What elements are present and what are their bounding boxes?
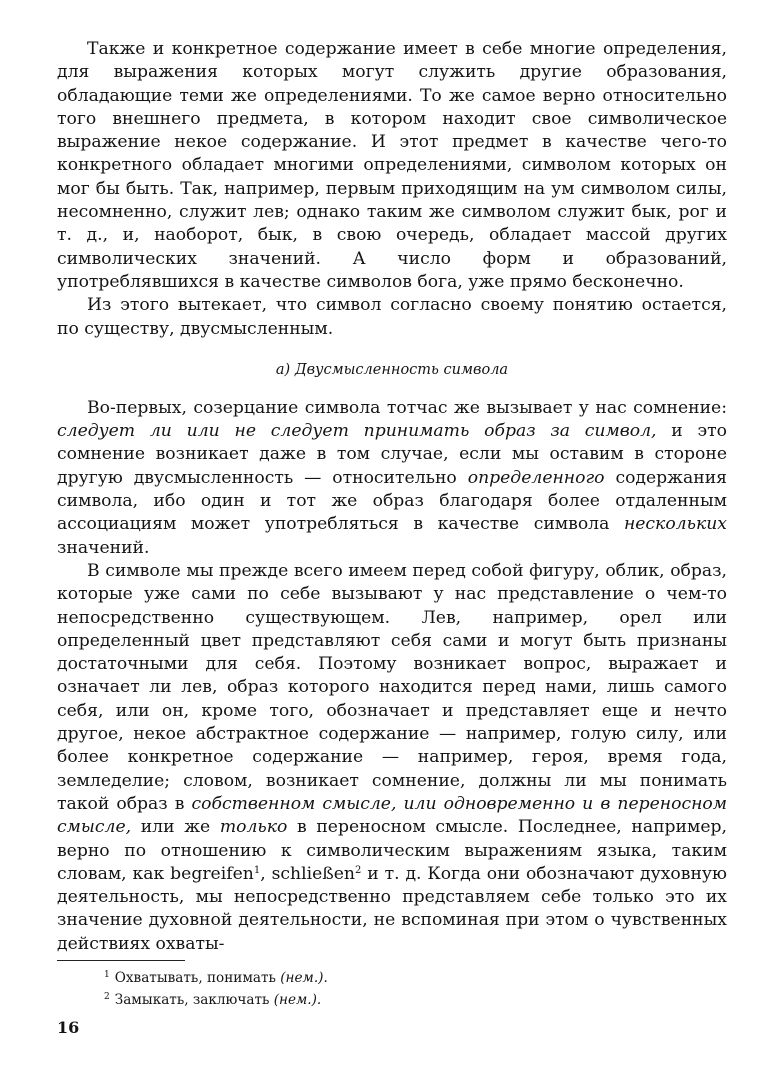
paragraph: Также и конкретное содержание имеет в себе многие определения, для выражения которых могут служить другие образования, обладающие теми же определениями. То же самое верно относительно того внешнего предмета, в котором находит свое символическое выражение некое содержание. И этот предмет в качестве чего-то конкретного обладает многими определениями, символом которых он мог бы быть. Так, например, первым приходящим на ум символом силы, несомненно, служит лев; однако таким же символом служит бык, рог и т. д., и, наоборот, бык, в свою очередь, обладает массой других символических значений. А число форм и образований, употреблявшихся в качестве символов бога, уже прямо бесконечно. bbox=[57, 39, 727, 292]
page-body bbox=[57, 38, 727, 956]
footnote-number: 2 bbox=[104, 992, 110, 1002]
text-run: и т. д. Когда они обозначают духовную деятельность, мы непосредственно представляем себе только это их значение духовной деятельности, не вспоминая при этом о чувственных действиях охваты- bbox=[57, 863, 727, 954]
footnote-ref[interactable]: 1 bbox=[253, 864, 261, 876]
footnote-ref[interactable]: 2 bbox=[354, 864, 362, 876]
text-run: , schließen bbox=[260, 863, 355, 884]
page-number: 16 bbox=[57, 1018, 80, 1037]
section-heading: а) Двусмысленность символа bbox=[275, 361, 509, 378]
footnote-text: Замыкать, заключать bbox=[114, 992, 274, 1008]
emphasis: собственном смысле, или одновременно и в переносном смысле, bbox=[57, 793, 728, 838]
emphasis: нескольких bbox=[623, 514, 727, 535]
footnote bbox=[104, 988, 704, 1010]
text-run: значений. bbox=[57, 537, 150, 558]
text-run: содержания символа, ибо один и тот же образ благодаря более отдаленным ассоциациям может употребляться в качестве символа bbox=[57, 467, 727, 535]
footnotes bbox=[104, 966, 704, 1010]
footnote bbox=[104, 966, 704, 988]
footnote-number: 1 bbox=[104, 970, 110, 980]
text-run: и это сомнение возникает даже в том случае, если мы оставим в стороне другую двусмысленность — относительно bbox=[57, 421, 727, 488]
emphasis: следует ли или не следует принимать образ за символ, bbox=[57, 421, 657, 442]
footnote-note: (нем.). bbox=[273, 992, 322, 1008]
footnote-text: Охватывать, понимать bbox=[114, 970, 281, 986]
text-run: В символе мы прежде всего имеем перед собой фигуру, облик, образ, которые уже сами по себе вызывают у нас представление о чем-то непосредственно существующем. Лев, например, орел или определенный цвет представляют себя сами и могут быть признаны достаточными для себя. Поэтому возникает вопрос, выражает и означает ли лев, образ которого находится перед нами, лишь самого себя, или он, кроме того, обозначает и представляет еще и нечто другое, некое абстрактное содержание — например, голую силу, или более конкретное содержание — например, героя, время года, земледелие; словом, возникает сомнение, должны ли мы понимать такой образ в bbox=[57, 560, 727, 814]
emphasis: определенного bbox=[467, 467, 605, 488]
text-run: Во-первых, созерцание символа тотчас же вызывает у нас сомнение: bbox=[87, 397, 727, 418]
text-run: или же bbox=[131, 817, 220, 838]
paragraph bbox=[57, 560, 727, 956]
footnote-divider bbox=[57, 960, 185, 961]
footnote-note: (нем.). bbox=[280, 970, 328, 986]
text-run: в переносном смысле. Последнее, например, верно по отношению к символическим выражениям языка, таким словам, как begreifen bbox=[57, 817, 727, 884]
paragraph: Из этого вытекает, что символ согласно своему понятию остается, по существу, двусмысленным. bbox=[57, 295, 727, 339]
paragraph bbox=[57, 397, 727, 560]
emphasis: только bbox=[219, 817, 288, 838]
